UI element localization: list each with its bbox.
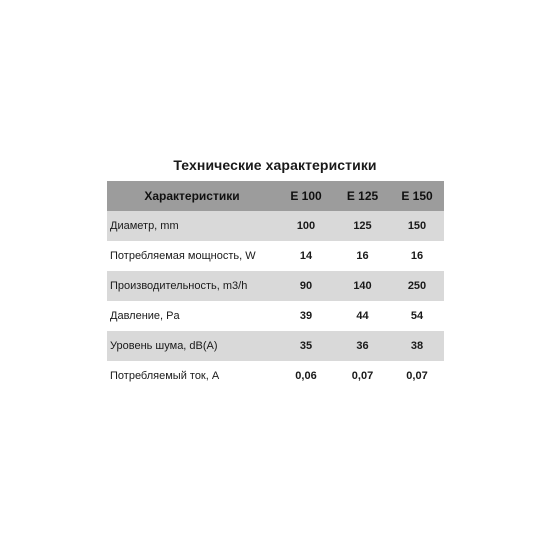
page-title: Технические характеристики <box>173 157 377 173</box>
cell-e125: 125 <box>335 211 390 241</box>
row-label: Потребляемый ток, A <box>107 361 277 391</box>
cell-e100: 39 <box>277 301 335 331</box>
table-row <box>107 241 444 271</box>
table-row <box>107 331 444 361</box>
row-label: Производительность, m3/h <box>107 271 277 301</box>
row-label: Уровень шума, dB(A) <box>107 331 277 361</box>
cell-e100: 14 <box>277 241 335 271</box>
cell-e150: 16 <box>390 241 444 271</box>
row-label: Давление, Pa <box>107 301 277 331</box>
cell-e125: 16 <box>335 241 390 271</box>
cell-e150: 54 <box>390 301 444 331</box>
cell-e100: 35 <box>277 331 335 361</box>
specs-table <box>107 181 444 391</box>
cell-e150: 0,07 <box>390 361 444 391</box>
table-row <box>107 211 444 241</box>
cell-e125: 44 <box>335 301 390 331</box>
header-e100: E 100 <box>277 181 335 211</box>
cell-e150: 250 <box>390 271 444 301</box>
cell-e125: 140 <box>335 271 390 301</box>
cell-e125: 36 <box>335 331 390 361</box>
cell-e125: 0,07 <box>335 361 390 391</box>
cell-e150: 150 <box>390 211 444 241</box>
row-label: Потребляемая мощность, W <box>107 241 277 271</box>
header-e125: E 125 <box>335 181 390 211</box>
cell-e100: 0,06 <box>277 361 335 391</box>
cell-e100: 90 <box>277 271 335 301</box>
table-row <box>107 301 444 331</box>
cell-e100: 100 <box>277 211 335 241</box>
header-e150: E 150 <box>390 181 444 211</box>
header-characteristics: Характеристики <box>107 181 277 211</box>
row-label: Диаметр, mm <box>107 211 277 241</box>
table-header-row <box>107 181 444 211</box>
cell-e150: 38 <box>390 331 444 361</box>
table-row <box>107 361 444 391</box>
table-row <box>107 271 444 301</box>
